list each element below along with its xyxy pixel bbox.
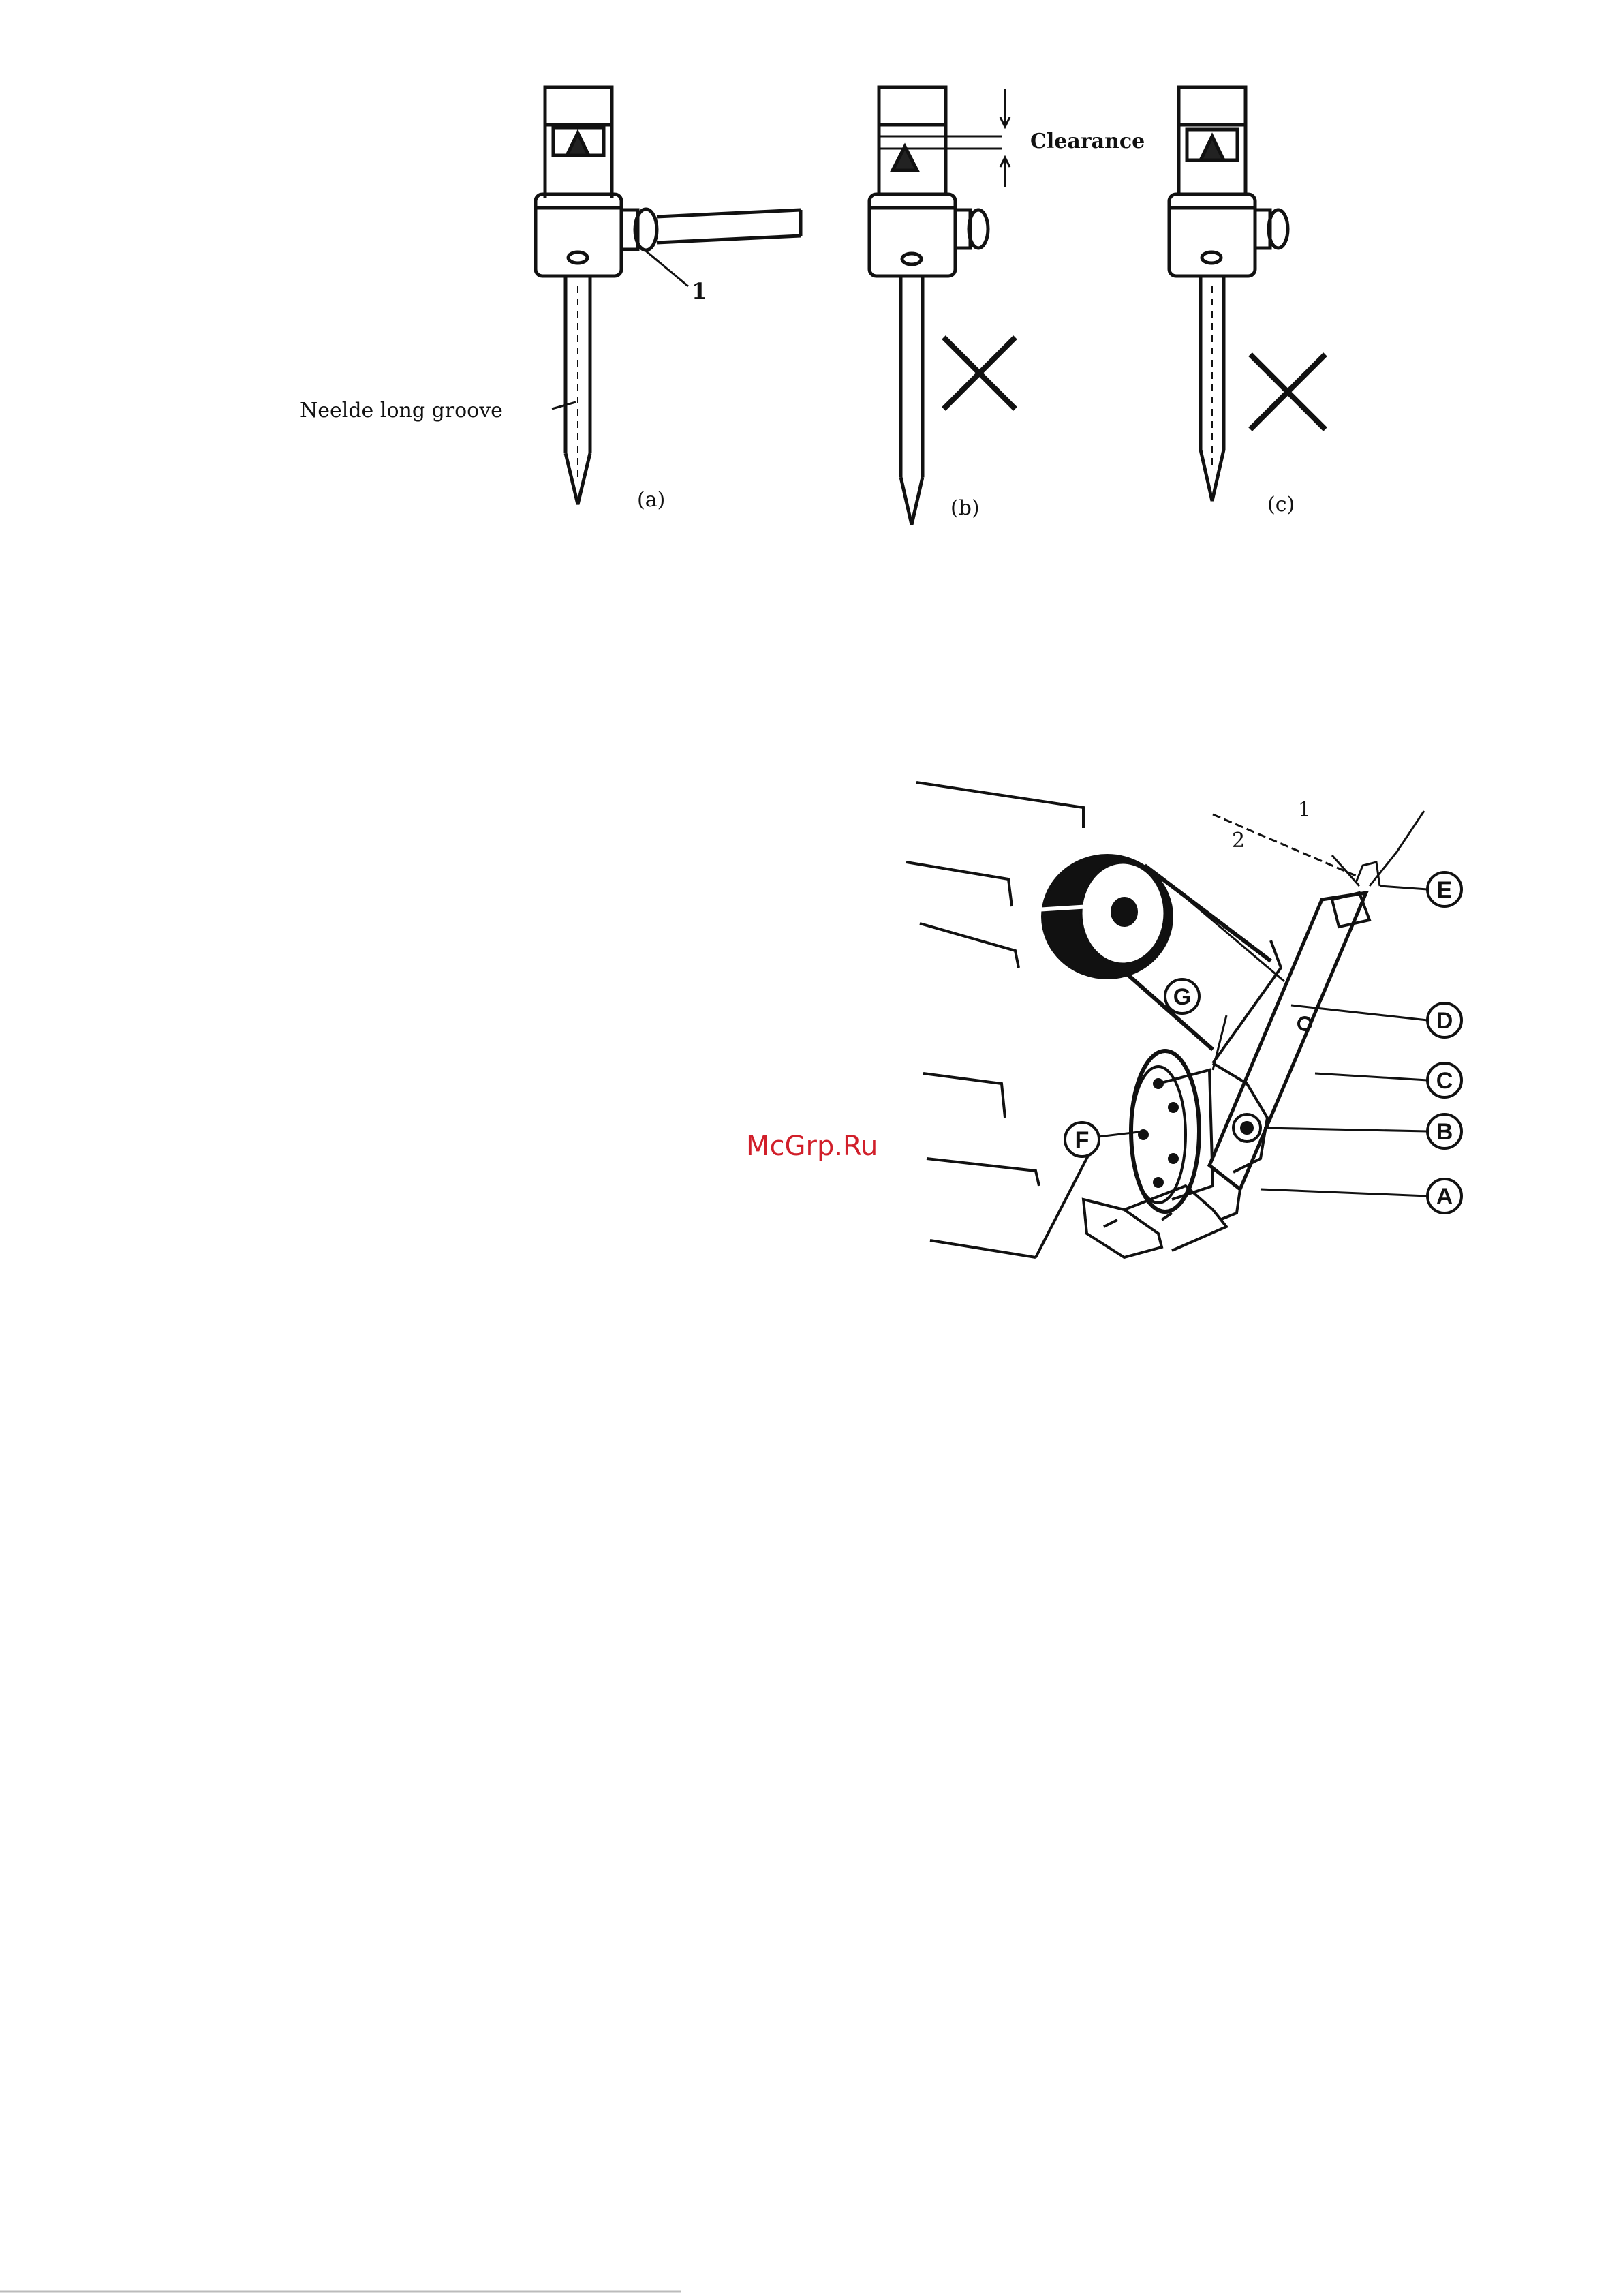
panel-b-caption: (b) <box>950 496 980 520</box>
callout-E-text: E <box>1436 877 1453 903</box>
watermark: McGrp.Ru <box>746 1131 878 1162</box>
groove-label: Neelde long groove <box>300 399 503 423</box>
callout-E <box>1427 872 1462 906</box>
callout-G <box>1165 979 1199 1013</box>
callout-F-text: F <box>1075 1127 1089 1153</box>
callout-F <box>1065 1122 1099 1157</box>
callout-A-text: A <box>1436 1184 1453 1210</box>
callout-D-text: D <box>1436 1008 1453 1034</box>
belt-label-1: 1 <box>1298 798 1312 822</box>
clearance-label: Clearance <box>1030 129 1145 153</box>
callout-B <box>1427 1114 1462 1148</box>
callout-D <box>1427 1003 1462 1037</box>
callout-A <box>1427 1179 1462 1213</box>
callout-G-text: G <box>1173 984 1192 1010</box>
callout-C-text: C <box>1436 1068 1453 1094</box>
callout-C <box>1427 1063 1462 1097</box>
belt-label-2: 2 <box>1232 829 1246 853</box>
part-1-leader <box>639 245 688 286</box>
belt-figure <box>906 782 1427 1257</box>
needle-panel-a <box>536 87 801 504</box>
needle-figure <box>536 87 1325 525</box>
panel-c-caption: (c) <box>1267 493 1295 517</box>
needle-panel-b <box>869 87 1015 525</box>
panel-a-caption: (a) <box>637 488 666 512</box>
part-1-label: 1 <box>692 278 707 304</box>
needle-panel-c <box>1169 87 1325 501</box>
callout-B-text: B <box>1436 1119 1453 1145</box>
